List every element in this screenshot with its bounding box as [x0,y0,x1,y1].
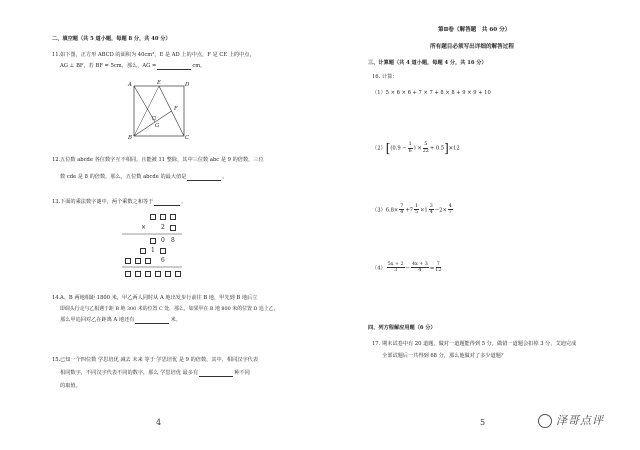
q16-part2: （2）[(0.9 − $\frac{1}{6}$ ) × $\frac{5}{22}$ + 0.5]×12 [372,141,460,155]
puzzle-box [160,248,166,254]
puzzle-digit: 0 [161,237,165,244]
q11-line2-text: AG ⊥ BF，若 BF = 5cm，那么，AG = [60,63,157,69]
q11-square-figure [124,78,194,144]
fraction: $\frac{5}{22}$ [422,142,429,154]
puzzle-times-sign: × [141,224,147,231]
q13-text: 下面的乘法数字谜中，两个乘数之和等于 [60,199,154,205]
fraction: $\frac{1}{5}$ [415,204,419,216]
q12-end: 。 [222,174,228,180]
puzzle-box [125,258,131,264]
q16-part3-prefix: （3） [372,207,386,214]
q16-part1: （1）5 × 6 × 6 + 7 × 7 + 8 × 8 + 9 × 9 + 10 [372,90,491,96]
watermark-text: 泽哥点评 [556,414,604,427]
q11-unit: cm。 [192,63,206,69]
q15-line3: 的取值。 [60,383,81,389]
puzzle-digit: 6 [161,257,165,264]
section-title-application: 四、列方程解应用题（6 分） [368,325,436,331]
q15-end: 种不同 [234,370,250,376]
q15-answer-blank[interactable] [199,372,233,377]
q11-label-c: C [185,135,190,141]
q11-line1: 如下图，正方形 ABCD 的面积为 40cm²，E 是 AD 上的中点，F 是 CE 上的中点， [60,52,255,58]
q11-label-g: G [155,123,160,129]
fraction: $\frac{5x + 2}{3}$ [387,262,404,274]
puzzle-box [175,271,181,277]
q13-answer-blank[interactable] [154,201,180,206]
q16-part3: （3）6.8× $\frac{7}{4}$ +7 $\frac{1}{5}$ ×1 $\frac{3}{4}$ −2× $\frac{4}{7}$ [372,204,452,216]
q11-label-f: F [174,106,178,112]
q14-line2: 即调头行走与乙相遇于距 B 地 300 米的位置 C 处，那么，如果甲在 B 地 800 米的位置 D 追上乙， [60,306,279,312]
q17-line1: 期末试卷中有 20 道题，做对一道题能得到 5 分，做错一道题会扣掉 3 分，艾迪完成 [382,341,577,347]
q14-answer-blank[interactable] [135,319,169,324]
page-number-right: 5 [480,418,486,427]
fraction: $\frac{7}{4}$ [400,204,404,216]
section-title-fill-in: 二、填空题（共 5 道小题，每题 8 分，共 40 分） [52,36,171,42]
bracket-close: ] [444,141,449,155]
puzzle-rule-line [122,233,182,235]
q12-line2-text: 数 cde 是 8 的倍数，那么，五位数 abcde 的最大值是 [60,174,187,180]
q16-part4: （4） $\frac{5x + 2}{3}$ − $\frac{4x + 3}{4}$ = $\frac{7}{12}$ [372,262,442,274]
q12-answer-blank[interactable] [187,176,221,181]
fraction: $\frac{4x + 3}{4}$ [411,262,428,274]
q11-line2 [60,63,205,70]
section-subheader-instructions: 所有题目必须写出详细的解答过程 [430,44,514,50]
q11-label-e: E [157,80,161,86]
puzzle-box [170,214,176,220]
puzzle-box [135,258,141,264]
fraction: $\frac{1}{6}$ [408,142,412,154]
watermark-logo-icon [538,414,552,428]
fraction: $\frac{7}{12}$ [435,262,442,274]
q16-part4-prefix: （4） [372,265,386,272]
puzzle-box [125,271,131,277]
q15-number: 15. [52,357,61,363]
q14-end: 米。 [170,317,181,323]
puzzle-box [150,214,156,220]
q16-label: 16. 计算： [372,74,398,80]
section-title-calculation: 三、计算题（共 4 道小题，每题 4 分，共 16 分） [368,60,487,66]
q12-line2 [60,174,228,181]
fraction: $\frac{3}{4}$ [429,204,433,216]
q12-line1: 五位数 abcde 各位数字互不相同，且能被 11 整除，其中三位数 abc 是 9 的倍数，三位 [60,157,264,163]
puzzle-box [145,258,151,264]
q17-line2: 全部试题后一共得到 68 分，那么他做对了多少道题？ [382,353,507,359]
q16-part2-prefix: （2） [372,145,386,152]
puzzle-rule-line [122,266,182,268]
puzzle-box [170,225,176,231]
q14-line3-text: 那么甲追回对乙在距离 A 地还有 [60,317,135,323]
q15-line2-text: 相同数字，不同汉字代表不同的数字，那么 学思培优 最多有 [60,370,199,376]
puzzle-box [135,271,141,277]
q13-end: 。 [181,199,187,205]
q11-number: 11. [52,52,61,58]
q15-line1: 已知一个四位数 学思培优 减去 未来 等于 学思培优 是 9 的倍数，其中，相同汉字代表 [60,357,259,363]
puzzle-box [145,271,151,277]
puzzle-digit: 2 [161,224,165,231]
puzzle-box [150,238,156,244]
q15-line2 [60,370,250,377]
q12-number: 12. [52,157,61,163]
puzzle-box [165,271,171,277]
page-number-left: 4 [156,418,162,427]
fraction: $\frac{4}{7}$ [448,204,452,216]
puzzle-digit: 8 [171,237,175,244]
q11-label-b: B [128,135,132,141]
puzzle-box [140,248,146,254]
puzzle-box [155,271,161,277]
q14-line3 [60,317,181,324]
q13-number: 13. [52,199,61,205]
section-header-part2: 第Ⅱ卷（解答题 共 60 分） [438,27,511,33]
puzzle-box [160,214,166,220]
q11-label-d: D [185,82,190,88]
q11-answer-blank[interactable] [157,65,191,70]
puzzle-digit: 1 [151,247,155,254]
q11-label-a: A [128,82,132,88]
q14-line1: A、B 两地相距 1800 米，甲乙两人同时从 A 地出发步行前往 B 地，甲先到 B 地后立 [60,295,258,301]
q17-number: 17. [372,341,381,347]
q13-line [60,199,187,206]
q14-number: 14. [52,295,61,301]
bracket-open: [ [385,141,391,155]
